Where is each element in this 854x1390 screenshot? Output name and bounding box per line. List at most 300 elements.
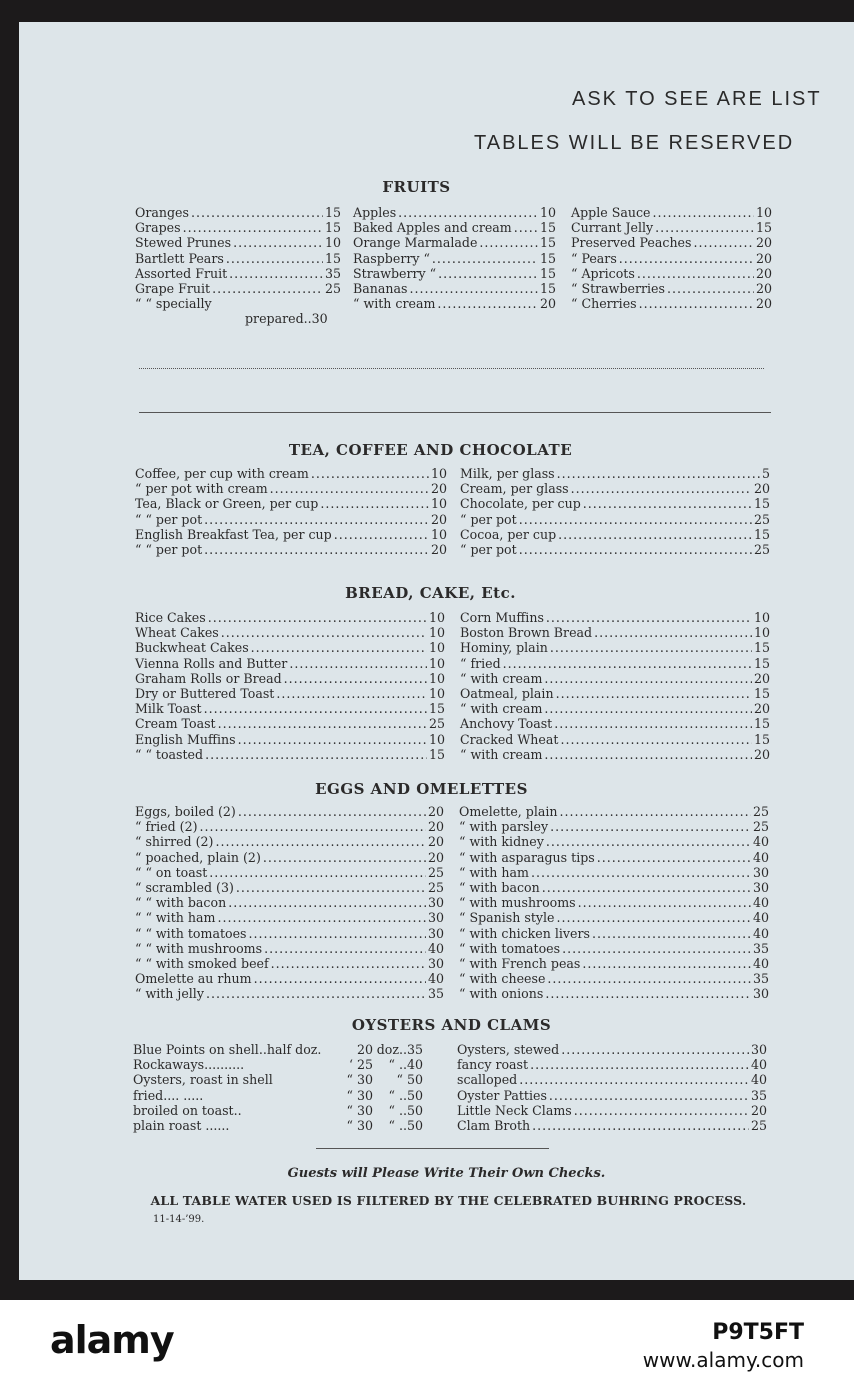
menu-item-price: 25 xyxy=(427,864,444,880)
leader-dots xyxy=(571,481,752,496)
menu-item-label: Eggs, boiled (2) xyxy=(135,804,236,819)
leader-dots xyxy=(183,220,323,235)
leader-dots xyxy=(208,610,427,625)
leader-dots xyxy=(531,865,751,880)
menu-item xyxy=(457,1057,767,1072)
menu-item-label: Tea, Black or Green, per cup xyxy=(135,496,319,512)
menu-item-label: fancy roast xyxy=(457,1057,529,1073)
menu-item-label: “ scrambled (3) xyxy=(135,879,234,895)
menu-item xyxy=(353,251,556,266)
oyster-item xyxy=(133,1072,445,1087)
leader-dots xyxy=(639,296,754,311)
leader-dots xyxy=(206,986,426,1001)
menu-item xyxy=(135,956,444,971)
menu-item-label: “ “ with bacon xyxy=(135,895,227,911)
oyster-item xyxy=(133,1057,445,1072)
menu-item-label: “ with parsley xyxy=(459,819,549,835)
menu-item xyxy=(135,732,445,747)
bread-column-2 xyxy=(460,610,770,762)
leader-dots xyxy=(238,804,426,819)
leader-dots xyxy=(545,986,751,1001)
menu-item-price: 20 xyxy=(430,511,447,527)
leader-dots xyxy=(289,656,427,671)
leader-dots xyxy=(557,466,760,481)
menu-item-price: 40 xyxy=(752,849,769,865)
menu-item-label: “ with jelly xyxy=(135,986,204,1002)
menu-item-label: Oyster Patties xyxy=(457,1087,547,1103)
menu-item-label: “ per pot with cream xyxy=(135,481,268,497)
menu-item-price: 10 xyxy=(428,625,445,641)
menu-item-label: “ “ with mushrooms xyxy=(135,940,263,956)
menu-item-price: 10 xyxy=(753,610,770,625)
menu-item-label: Stewed Prunes xyxy=(135,235,232,251)
menu-item xyxy=(135,205,341,220)
menu-item-price: 20 xyxy=(427,804,444,819)
leader-dots xyxy=(530,1057,749,1072)
menu-item-label: “ with asparagus tips xyxy=(459,849,595,865)
leader-dots xyxy=(556,686,752,701)
menu-item-price: 35 xyxy=(427,986,444,1002)
menu-item xyxy=(571,235,772,250)
leader-dots xyxy=(218,716,427,731)
menu-item xyxy=(353,205,556,220)
menu-item xyxy=(460,481,770,496)
menu-item xyxy=(457,1072,767,1087)
menu-item-label: Oatmeal, plain xyxy=(460,685,554,701)
oyster-dozen-price: doz..35 xyxy=(376,1042,423,1057)
menu-item-label: “ with cream xyxy=(460,670,543,686)
leader-dots xyxy=(546,610,752,625)
menu-item-label: “ “ specially xyxy=(135,296,212,312)
menu-item-label: Hominy, plain xyxy=(460,640,548,656)
leader-dots xyxy=(264,941,426,956)
leader-dots xyxy=(398,205,538,220)
menu-item-price: 30 xyxy=(750,1042,767,1057)
menu-item xyxy=(135,296,341,311)
menu-item-price: 25 xyxy=(427,879,444,895)
menu-item xyxy=(571,251,772,266)
menu-item-label: Omelette au rhum xyxy=(135,971,252,987)
menu-item xyxy=(135,496,447,511)
oyster-half-dozen-price: 20 xyxy=(356,1042,373,1057)
leader-dots xyxy=(334,527,429,542)
leader-dots xyxy=(263,850,426,865)
oyster-item-label: Blue Points on shell..half doz. xyxy=(133,1042,322,1057)
menu-item-label: Milk Toast xyxy=(135,701,202,717)
menu-item-price: 10 xyxy=(539,205,556,220)
menu-item-price: 25 xyxy=(752,804,769,819)
oyster-dozen-price: “ 50 xyxy=(396,1072,423,1088)
leader-dots xyxy=(251,640,427,655)
menu-item-label: “ “ with ham xyxy=(135,910,216,926)
menu-item-price: 20 xyxy=(427,834,444,850)
fruits-column-2 xyxy=(353,205,556,311)
menu-item-label: Grape Fruit xyxy=(135,280,211,296)
tea-column-2 xyxy=(460,466,770,557)
oyster-dozen-price: “ ..50 xyxy=(388,1087,423,1103)
oyster-dozen-price: “ ..50 xyxy=(388,1102,423,1118)
menu-item xyxy=(135,880,444,895)
menu-item-price: 10 xyxy=(428,731,445,747)
menu-item-price: 15 xyxy=(324,220,341,236)
menu-item-price: 15 xyxy=(753,731,770,747)
menu-item-price: 20 xyxy=(753,670,770,686)
leader-dots xyxy=(556,910,750,925)
menu-item xyxy=(135,610,445,625)
leader-dots xyxy=(503,656,752,671)
menu-item xyxy=(135,527,447,542)
menu-item-label: “ Apricots xyxy=(571,265,635,281)
menu-item-price: 30 xyxy=(752,879,769,895)
leader-dots xyxy=(437,296,538,311)
oysters-column-2 xyxy=(457,1042,767,1133)
menu-item xyxy=(459,941,769,956)
menu-item-label: “ “ per pot xyxy=(135,541,203,557)
menu-item-price: 20 xyxy=(539,296,556,312)
menu-item xyxy=(460,466,770,481)
menu-item-price: 10 xyxy=(428,655,445,671)
menu-item-price: 15 xyxy=(753,655,770,671)
menu-item-label: “ per pot xyxy=(460,511,517,527)
menu-item xyxy=(459,850,769,865)
menu-item-label: English Muffins xyxy=(135,731,236,747)
menu-item xyxy=(135,266,341,281)
menu-item-price: 15 xyxy=(324,250,341,266)
leader-dots xyxy=(238,732,427,747)
menu-item-price: 20 xyxy=(430,481,447,497)
menu-item-price: 10 xyxy=(324,235,341,251)
menu-item xyxy=(135,971,444,986)
menu-item-label: Baked Apples and cream xyxy=(353,220,512,236)
menu-item-label: Rice Cakes xyxy=(135,610,206,625)
menu-item xyxy=(135,716,445,731)
leader-dots xyxy=(438,266,538,281)
menu-item xyxy=(460,496,770,511)
menu-item xyxy=(135,311,341,326)
menu-item-label: Grapes xyxy=(135,220,181,236)
menu-item xyxy=(457,1042,767,1057)
menu-item xyxy=(571,205,772,220)
leader-dots xyxy=(204,512,429,527)
leader-dots xyxy=(560,732,752,747)
oyster-item xyxy=(133,1103,445,1118)
menu-item-price: 25 xyxy=(753,541,770,557)
leader-dots xyxy=(409,281,538,296)
menu-item-label: “ with cream xyxy=(460,746,543,762)
menu-item-price: 20 xyxy=(753,746,770,762)
menu-item-price: 10 xyxy=(428,610,445,625)
menu-item-label: Omelette, plain xyxy=(459,804,558,819)
leader-dots xyxy=(311,466,429,481)
menu-item-price: 25 xyxy=(752,819,769,835)
menu-item-price: 15 xyxy=(539,280,556,296)
menu-item-price: 20 xyxy=(755,296,772,312)
menu-item-label: Apple Sauce xyxy=(571,205,651,220)
menu-item-price: 35 xyxy=(752,940,769,956)
menu-item xyxy=(459,956,769,971)
menu-item xyxy=(459,910,769,925)
menu-item xyxy=(135,671,445,686)
leader-dots xyxy=(547,971,751,986)
header-line-2: TABLES WILL BE RESERVED xyxy=(474,132,795,154)
menu-item xyxy=(460,747,770,762)
oyster-item-label: plain roast ...... xyxy=(133,1117,230,1133)
leader-dots xyxy=(479,235,538,250)
menu-item-price: 15 xyxy=(539,250,556,266)
leader-dots xyxy=(550,640,752,655)
menu-item-label: prepared..30 xyxy=(245,311,328,327)
menu-item-label: Bartlett Pears xyxy=(135,250,224,266)
leader-dots xyxy=(226,251,323,266)
menu-item-label: Boston Brown Bread xyxy=(460,625,593,641)
menu-item-label: Little Neck Clams xyxy=(457,1102,572,1118)
oyster-item-label: broiled on toast.. xyxy=(133,1102,242,1118)
menu-item xyxy=(459,926,769,941)
menu-item-label: Cocoa, per cup xyxy=(460,526,557,542)
leader-dots xyxy=(271,956,426,971)
menu-item xyxy=(571,220,772,235)
menu-item-label: Corn Muffins xyxy=(460,610,544,625)
leader-dots xyxy=(561,1042,749,1057)
leader-dots xyxy=(519,1072,749,1087)
menu-item-label: Coffee, per cup with cream xyxy=(135,466,309,481)
menu-item-price: 15 xyxy=(753,716,770,732)
menu-item-label: Graham Rolls or Bread xyxy=(135,670,282,686)
leader-dots xyxy=(619,251,754,266)
menu-item-label: “ with cream xyxy=(460,701,543,717)
menu-item-price: 10 xyxy=(428,670,445,686)
menu-item-price: 10 xyxy=(430,496,447,512)
menu-item-label: Orange Marmalade xyxy=(353,235,478,251)
footer-water-notice: ALL TABLE WATER USED IS FILTERED BY THE CELEBRATED BUHRING PROCESS. xyxy=(150,1193,747,1208)
menu-item-label: Anchovy Toast xyxy=(460,716,553,732)
menu-item-label: Assorted Fruit xyxy=(135,265,228,281)
menu-item-label: Buckwheat Cakes xyxy=(135,640,249,656)
menu-item xyxy=(135,747,445,762)
tea-column-1 xyxy=(135,466,447,557)
menu-item xyxy=(135,701,445,716)
menu-item xyxy=(135,235,341,250)
leader-dots xyxy=(558,527,752,542)
menu-item-label: Oranges xyxy=(135,205,189,220)
menu-item-label: “ “ toasted xyxy=(135,746,204,762)
menu-item-price: 25 xyxy=(753,511,770,527)
menu-item-price: 35 xyxy=(750,1087,767,1103)
menu-item xyxy=(135,834,444,849)
menu-item-label: Raspberry “ xyxy=(353,250,430,266)
leader-dots xyxy=(544,701,752,716)
menu-item-label: Strawberry “ xyxy=(353,265,437,281)
leader-dots xyxy=(215,834,426,849)
menu-item-price: 15 xyxy=(753,685,770,701)
leader-dots xyxy=(652,205,754,220)
menu-item xyxy=(135,640,445,655)
leader-dots xyxy=(544,747,752,762)
menu-item-price: 20 xyxy=(750,1102,767,1118)
menu-item-label: English Breakfast Tea, per cup xyxy=(135,526,332,542)
menu-item-price: 20 xyxy=(430,541,447,557)
menu-item xyxy=(460,625,770,640)
menu-item xyxy=(135,220,341,235)
leader-dots xyxy=(221,625,427,640)
menu-item xyxy=(457,1103,767,1118)
menu-item xyxy=(459,880,769,895)
fruits-column-3 xyxy=(571,205,772,311)
menu-item-label: Dry or Buttered Toast xyxy=(135,685,275,701)
menu-item xyxy=(135,941,444,956)
oysters-column-1 xyxy=(133,1042,445,1133)
menu-item-price: 20 xyxy=(753,701,770,717)
menu-item-price: 10 xyxy=(430,526,447,542)
leader-dots xyxy=(514,220,538,235)
oyster-half-dozen-price: “ 30 xyxy=(346,1117,373,1133)
menu-item-price: 15 xyxy=(539,235,556,251)
menu-item-label: “ fried xyxy=(460,655,501,671)
oyster-half-dozen-price: ‘ 25 xyxy=(348,1057,373,1073)
menu-item-label: “ with mushrooms xyxy=(459,895,576,911)
leader-dots xyxy=(582,956,751,971)
menu-item xyxy=(459,895,769,910)
menu-item xyxy=(135,819,444,834)
menu-item-price: 40 xyxy=(752,925,769,941)
leader-dots xyxy=(592,926,751,941)
oyster-item xyxy=(133,1118,445,1133)
leader-dots xyxy=(546,834,751,849)
menu-item-price: 10 xyxy=(755,205,772,220)
oyster-half-dozen-price: “ 30 xyxy=(346,1072,373,1088)
leader-dots xyxy=(542,880,751,895)
leader-dots xyxy=(217,910,426,925)
menu-item-label: “ with kidney xyxy=(459,834,544,850)
menu-item-label: Cracked Wheat xyxy=(460,731,559,747)
footer-note: Guests will Please Write Their Own Checks. xyxy=(287,1166,606,1181)
oyster-dozen-price: “ ..40 xyxy=(388,1057,423,1073)
leader-dots xyxy=(209,865,426,880)
menu-item xyxy=(460,512,770,527)
menu-item xyxy=(457,1118,767,1133)
menu-item xyxy=(135,625,445,640)
menu-item xyxy=(457,1088,767,1103)
menu-item xyxy=(135,512,447,527)
menu-item xyxy=(135,281,341,296)
menu-item-label: Oysters, stewed xyxy=(457,1042,560,1057)
menu-item-label: “ Spanish style xyxy=(459,910,555,926)
menu-item-price: 40 xyxy=(752,895,769,911)
menu-item-price: 40 xyxy=(752,955,769,971)
divider-dotted xyxy=(139,368,764,369)
menu-item-price: 20 xyxy=(755,280,772,296)
menu-item xyxy=(135,251,341,266)
menu-item-label: “ “ with smoked beef xyxy=(135,955,269,971)
leader-dots xyxy=(284,671,427,686)
menu-item-label: “ with bacon xyxy=(459,879,540,895)
leader-dots xyxy=(519,542,752,557)
menu-item xyxy=(353,220,556,235)
menu-item-label: Vienna Rolls and Butter xyxy=(135,655,288,671)
menu-item-label: “ with tomatoes xyxy=(459,940,561,956)
leader-dots xyxy=(578,895,751,910)
menu-item-label: Milk, per glass xyxy=(460,466,555,481)
menu-item-label: “ with chicken livers xyxy=(459,925,590,941)
menu-item-price: 20 xyxy=(755,265,772,281)
leader-dots xyxy=(205,747,427,762)
menu-item xyxy=(135,542,447,557)
leader-dots xyxy=(693,235,754,250)
menu-item-price: 15 xyxy=(428,746,445,762)
oyster-half-dozen-price: “ 30 xyxy=(346,1087,373,1103)
alamy-logo: alamy xyxy=(50,1318,174,1362)
menu-item-label: “ shirred (2) xyxy=(135,834,214,850)
leader-dots xyxy=(560,804,751,819)
menu-item-price: 25 xyxy=(324,280,341,296)
menu-item-label: “ with French peas xyxy=(459,955,581,971)
menu-item-price: 30 xyxy=(427,910,444,926)
leader-dots xyxy=(320,496,429,511)
leader-dots xyxy=(667,281,754,296)
menu-item-price: 10 xyxy=(753,625,770,641)
oyster-item xyxy=(133,1042,445,1057)
menu-item-label: scalloped xyxy=(457,1072,518,1088)
eggs-column-2 xyxy=(459,804,769,1001)
menu-item xyxy=(571,281,772,296)
menu-item-price: 40 xyxy=(427,940,444,956)
menu-item-price: 15 xyxy=(539,220,556,236)
stock-url: www.alamy.com xyxy=(642,1348,804,1372)
menu-item-price: 30 xyxy=(427,925,444,941)
menu-item-price: 15 xyxy=(324,205,341,220)
menu-item-label: “ with ham xyxy=(459,864,529,880)
divider-solid xyxy=(139,412,771,413)
menu-item xyxy=(135,926,444,941)
menu-item xyxy=(459,986,769,1001)
menu-item xyxy=(460,716,770,731)
leader-dots xyxy=(249,926,426,941)
menu-item xyxy=(571,296,772,311)
menu-item-label: Clam Broth xyxy=(457,1117,531,1133)
leader-dots xyxy=(532,1118,749,1133)
menu-item-price: 20 xyxy=(753,481,770,497)
menu-item-price: 15 xyxy=(753,496,770,512)
menu-item xyxy=(135,481,447,496)
menu-item xyxy=(353,235,556,250)
menu-item xyxy=(460,542,770,557)
leader-dots xyxy=(204,701,427,716)
menu-item xyxy=(135,986,444,1001)
eggs-column-1 xyxy=(135,804,444,1001)
menu-item xyxy=(135,895,444,910)
menu-item xyxy=(353,266,556,281)
menu-item-label: Apples xyxy=(353,205,397,220)
menu-item-label: Currant Jelly xyxy=(571,220,654,236)
menu-item xyxy=(459,971,769,986)
menu-item xyxy=(459,834,769,849)
menu-item xyxy=(460,686,770,701)
menu-item-price: 25 xyxy=(750,1117,767,1133)
leader-dots xyxy=(276,686,427,701)
menu-item-price: 10 xyxy=(430,466,447,481)
menu-item-label: “ fried (2) xyxy=(135,819,198,835)
leader-dots xyxy=(432,251,538,266)
leader-dots xyxy=(597,850,751,865)
menu-item xyxy=(459,804,769,819)
leader-dots xyxy=(554,716,752,731)
fruits-title: FRUITS xyxy=(382,178,451,196)
leader-dots xyxy=(655,220,754,235)
leader-dots xyxy=(254,971,426,986)
menu-item-price: 15 xyxy=(753,526,770,542)
menu-item xyxy=(135,686,445,701)
menu-item xyxy=(135,466,447,481)
